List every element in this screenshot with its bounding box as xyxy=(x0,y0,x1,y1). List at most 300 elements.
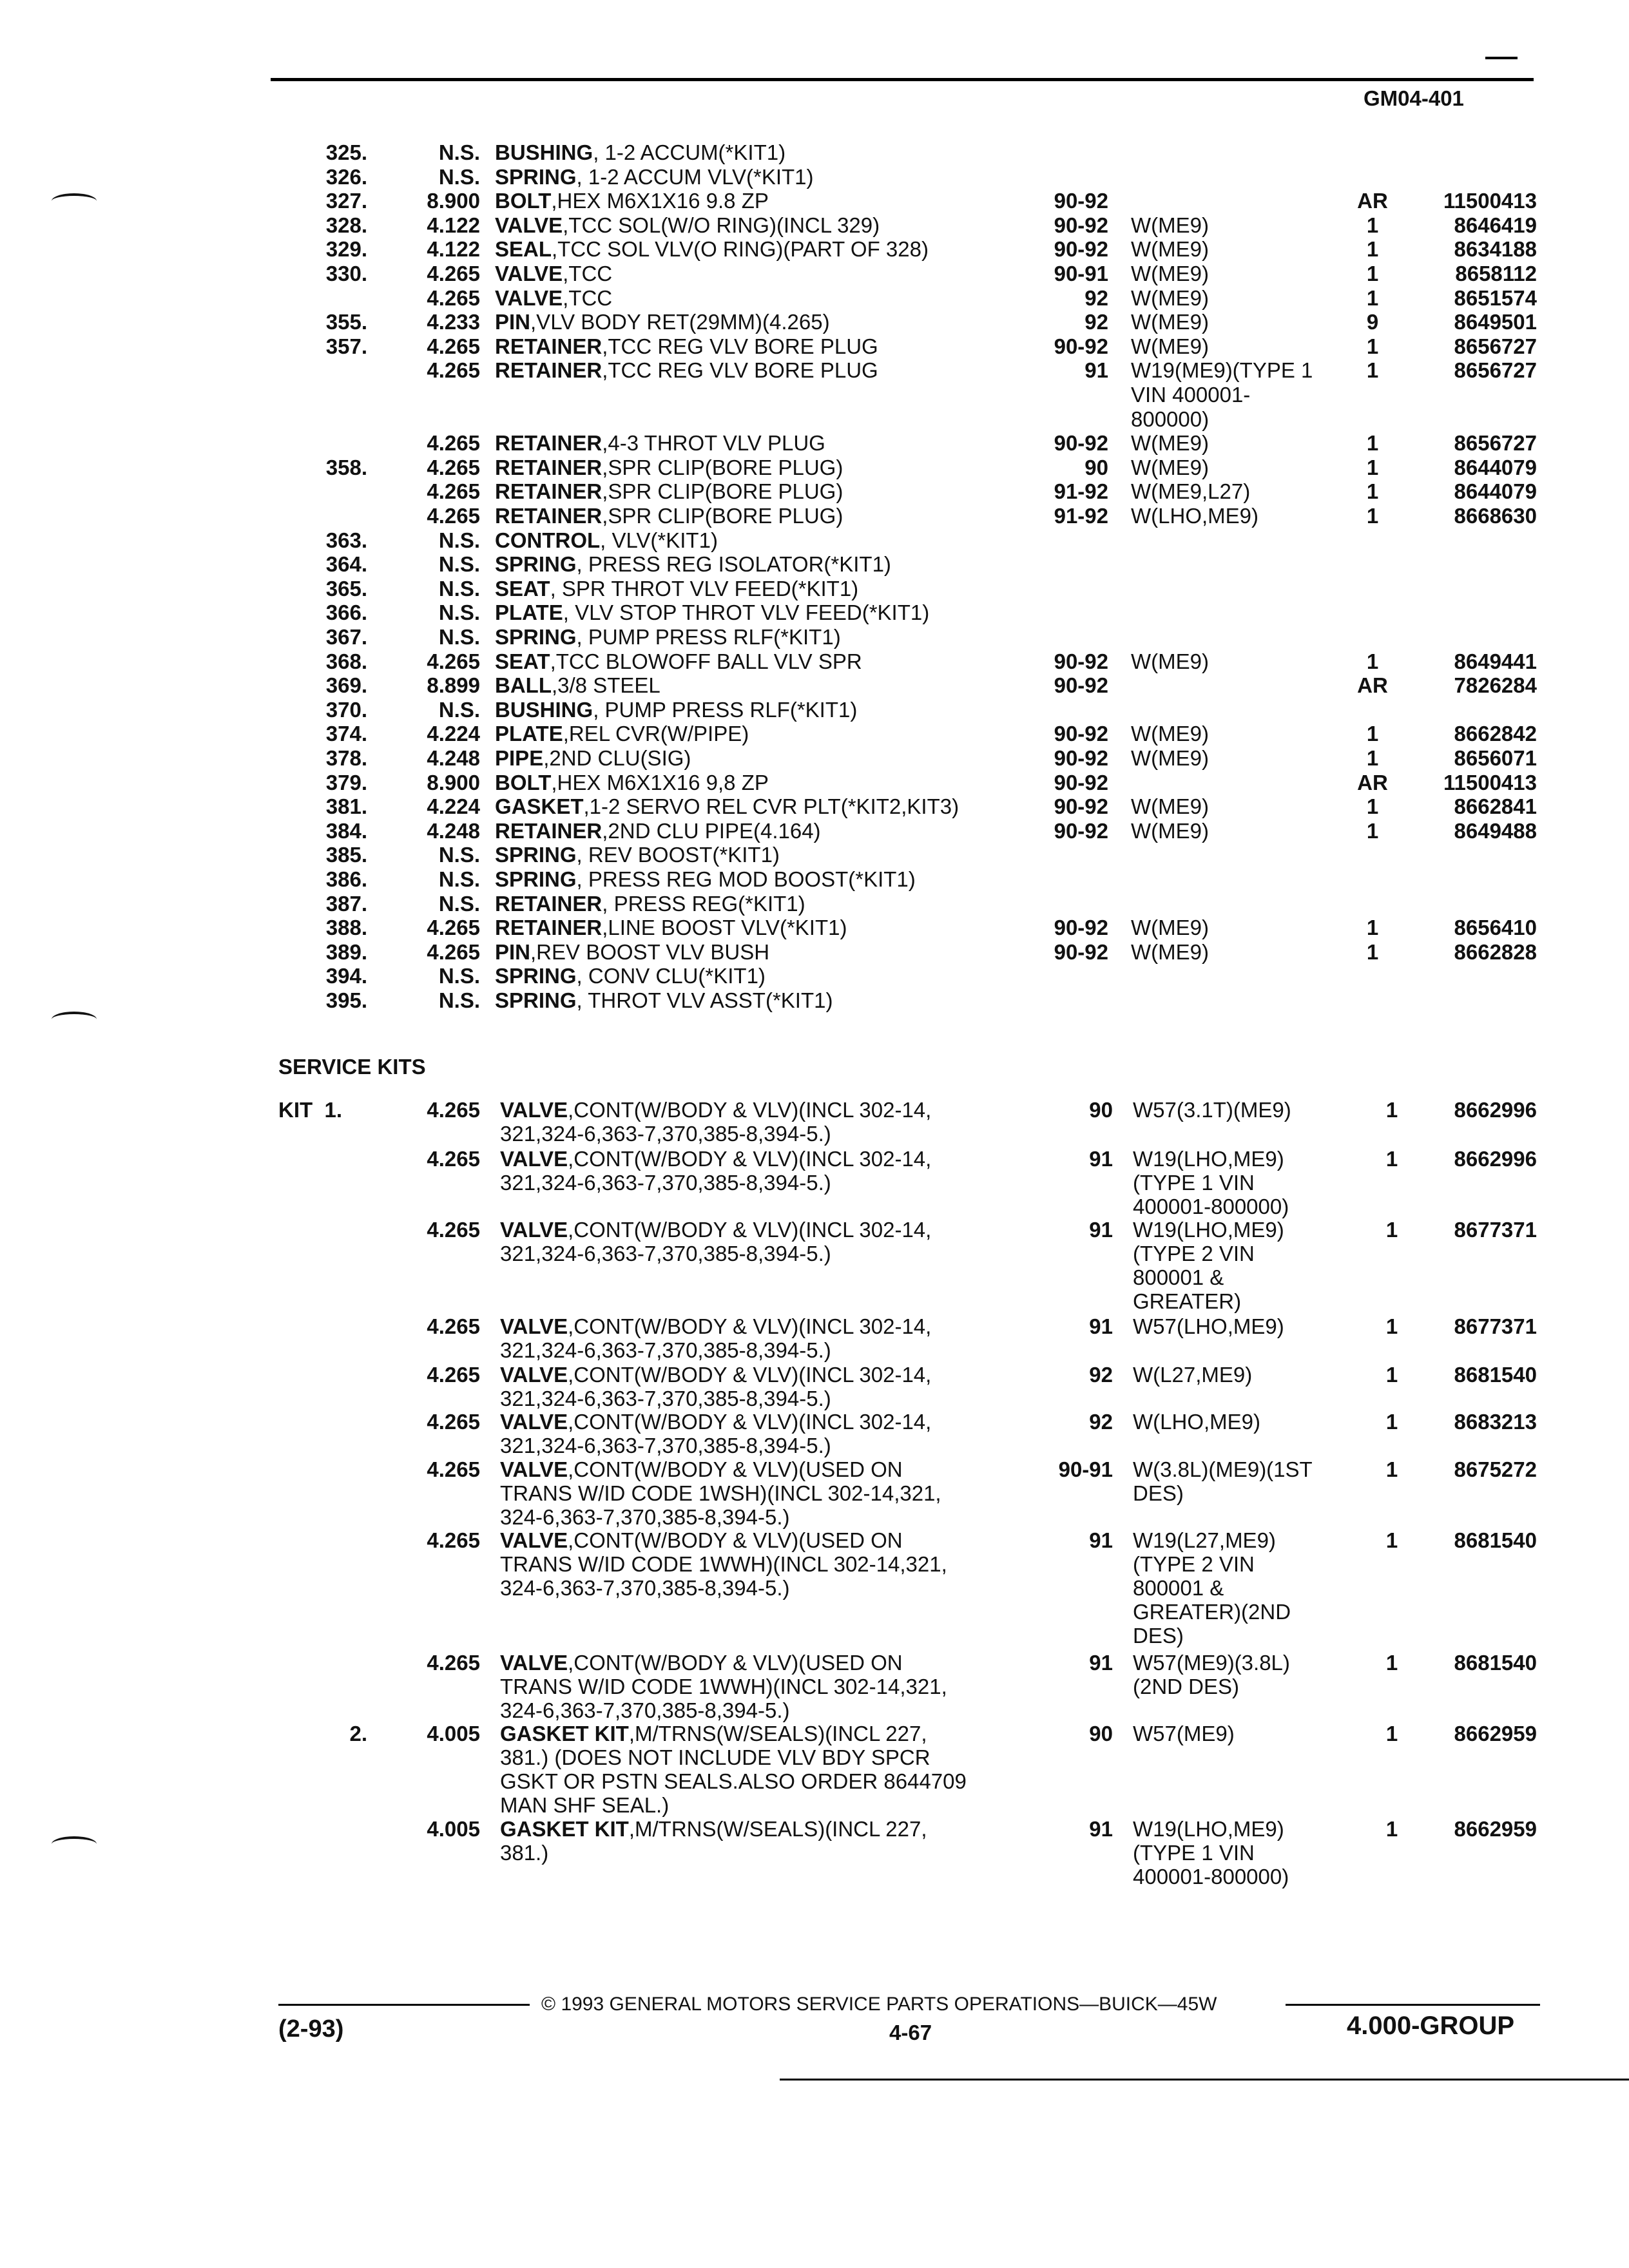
part-description xyxy=(495,262,1030,286)
margin-mark xyxy=(52,1012,97,1027)
item-number: 327. xyxy=(325,189,367,213)
item-number: 368. xyxy=(325,649,367,673)
usage-code: W(ME9) xyxy=(1131,237,1209,262)
part-detail: ,2ND CLU PIPE(4.164) xyxy=(602,818,821,843)
quantity: 1 xyxy=(1366,649,1379,673)
page-number: 4-67 xyxy=(889,2021,932,2044)
part-detail: ,TCC BLOWOFF BALL VLV SPR xyxy=(550,649,862,673)
description-text: GSKT OR PSTN SEALS.ALSO ORDER 8644709 xyxy=(500,1769,967,1793)
part-name: SPRING xyxy=(495,843,577,867)
description-text: ,CONT(W/BODY & VLV)(INCL 302-14, xyxy=(568,1410,932,1434)
footer-rule-left xyxy=(278,2004,530,2006)
part-description xyxy=(495,916,1030,940)
kit-name: VALVE xyxy=(500,1147,568,1171)
usage-code: W(ME9) xyxy=(1131,746,1209,770)
usage-code xyxy=(1133,1410,1345,1434)
item-number: 379. xyxy=(325,770,367,794)
item-number: 386. xyxy=(325,867,367,891)
part-number: 8681540 xyxy=(1454,1528,1537,1552)
usage-code xyxy=(1133,1218,1345,1313)
description-text: ,CONT(W/BODY & VLV)(INCL 302-14, xyxy=(568,1218,932,1242)
usage-code: W(ME9) xyxy=(1131,455,1209,479)
kit-name: VALVE xyxy=(500,1098,568,1122)
group-number: 4.265 xyxy=(427,334,480,358)
usage-line: W(LHO,ME9) xyxy=(1133,1410,1260,1434)
kit-label xyxy=(278,1098,381,1122)
group-number: 8.899 xyxy=(427,673,480,698)
kit-description xyxy=(500,1314,1028,1362)
group-number: 4.265 xyxy=(427,1410,480,1434)
usage-line: (TYPE 1 VIN xyxy=(1133,1841,1255,1865)
item-number: 384. xyxy=(325,818,367,843)
part-number: 8651574 xyxy=(1454,285,1537,310)
model-years: 91 xyxy=(1089,1218,1113,1242)
part-name: SPRING xyxy=(495,164,577,189)
part-name: RETAINER xyxy=(495,891,602,916)
usage-line: GREATER) xyxy=(1133,1289,1242,1313)
description-line xyxy=(500,1722,1028,1745)
usage-code xyxy=(1133,1817,1345,1888)
quantity: 1 xyxy=(1366,746,1379,770)
usage-code: W(ME9) xyxy=(1131,285,1209,310)
part-number: 8681540 xyxy=(1454,1651,1537,1675)
part-number: 8662959 xyxy=(1454,1817,1537,1841)
part-description xyxy=(495,819,1030,843)
part-detail: , PRESS REG(*KIT1) xyxy=(602,891,805,916)
usage-line: W(L27,ME9) xyxy=(1133,1363,1253,1387)
part-description xyxy=(495,189,1030,213)
quantity: 1 xyxy=(1366,213,1379,237)
model-years: 91 xyxy=(1089,1651,1113,1675)
quantity: 1 xyxy=(1366,794,1379,819)
quantity: 1 xyxy=(1366,479,1379,504)
model-years: 92 xyxy=(1084,310,1108,334)
group-number: 4.233 xyxy=(427,310,480,334)
part-number: 8683213 xyxy=(1454,1410,1537,1434)
item-number: 328. xyxy=(325,213,367,237)
group-number: 4.224 xyxy=(427,794,480,819)
description-text: 321,324-6,363-7,370,385-8,394-5.) xyxy=(500,1434,831,1457)
usage-line: W19(LHO,ME9) xyxy=(1133,1817,1284,1841)
quantity: 1 xyxy=(1366,818,1379,843)
usage-code xyxy=(1133,1314,1345,1338)
group-number: 4.265 xyxy=(427,455,480,479)
group-number: N.S. xyxy=(438,576,480,601)
description-line xyxy=(500,1576,1028,1600)
part-detail: , PRESS REG MOD BOOST(*KIT1) xyxy=(576,867,916,891)
group-number: N.S. xyxy=(438,964,480,988)
usage-line: 800001 & xyxy=(1133,1576,1224,1600)
part-name: RETAINER xyxy=(495,818,602,843)
part-description xyxy=(495,843,1030,867)
group-number: 4.265 xyxy=(427,1528,480,1552)
usage-code: W(ME9) xyxy=(1131,431,1209,456)
usage-line: 400001-800000) xyxy=(1133,1195,1289,1218)
usage-code: W(ME9) xyxy=(1131,649,1209,673)
group-number: 8.900 xyxy=(427,189,480,213)
description-text: ,CONT(W/BODY & VLV)(INCL 302-14, xyxy=(568,1098,932,1122)
description-text: ,M/TRNS(W/SEALS)(INCL 227, xyxy=(628,1722,927,1745)
part-detail: , REV BOOST(*KIT1) xyxy=(576,843,780,867)
part-number: 8668630 xyxy=(1454,504,1537,528)
part-name: RETAINER xyxy=(495,916,602,940)
description-line xyxy=(500,1363,1028,1387)
kit-description xyxy=(500,1457,1028,1529)
part-name: CONTROL xyxy=(495,528,601,552)
part-description xyxy=(495,601,1030,625)
model-years: 90-92 xyxy=(1054,649,1108,673)
item-number: 394. xyxy=(325,964,367,988)
usage-line: W19(L27,ME9) xyxy=(1133,1528,1276,1552)
part-detail: ,3/8 STEEL xyxy=(551,673,660,698)
group-number: 4.265 xyxy=(427,262,480,285)
model-years: 92 xyxy=(1089,1363,1113,1387)
item-number: 366. xyxy=(325,601,367,625)
quantity: 1 xyxy=(1385,1098,1398,1122)
part-detail: ,TCC xyxy=(563,285,613,310)
quantity: 1 xyxy=(1366,431,1379,456)
part-name: BALL xyxy=(495,673,552,698)
part-number: 11500413 xyxy=(1443,770,1537,794)
part-detail: ,TCC SOL VLV(O RING)(PART OF 328) xyxy=(552,237,929,262)
quantity: 1 xyxy=(1385,1457,1398,1481)
part-description xyxy=(495,479,1030,504)
usage-code: W(ME9) xyxy=(1131,916,1209,940)
description-line xyxy=(500,1122,1028,1146)
description-line xyxy=(500,1552,1028,1576)
margin-mark xyxy=(52,1836,97,1852)
group-number: N.S. xyxy=(438,601,480,625)
quantity: 1 xyxy=(1385,1528,1398,1552)
item-number: 374. xyxy=(325,722,367,746)
usage-code: W(ME9) xyxy=(1131,310,1209,334)
part-number: 11500413 xyxy=(1443,189,1537,213)
part-name: BOLT xyxy=(495,770,552,794)
part-detail: , SPR THROT VLV FEED(*KIT1) xyxy=(550,576,859,601)
quantity: 1 xyxy=(1385,1147,1398,1171)
description-line xyxy=(500,1171,1028,1195)
model-years: 90 xyxy=(1089,1098,1113,1122)
part-number: 8677371 xyxy=(1454,1218,1537,1242)
group-number: 4.265 xyxy=(427,431,480,456)
kit-name: VALVE xyxy=(500,1457,568,1481)
description-line xyxy=(500,1675,1028,1698)
part-description xyxy=(495,577,1030,601)
description-text: ,CONT(W/BODY & VLV)(USED ON xyxy=(568,1651,903,1675)
part-detail: ,HEX M6X1X16 9,8 ZP xyxy=(551,770,769,794)
model-years: 90-92 xyxy=(1054,213,1108,237)
model-years: 90-92 xyxy=(1054,431,1108,456)
group-number: N.S. xyxy=(438,867,480,891)
usage-line: (2ND DES) xyxy=(1133,1675,1240,1698)
item-number: 387. xyxy=(325,891,367,916)
item-number: 388. xyxy=(325,916,367,940)
part-description xyxy=(495,771,1030,795)
group-number: 4.122 xyxy=(427,237,480,262)
description-line xyxy=(500,1387,1028,1410)
kit-description xyxy=(500,1651,1028,1722)
usage-code xyxy=(1133,1457,1345,1505)
group-number: 4.005 xyxy=(427,1817,480,1841)
item-number: 329. xyxy=(325,237,367,262)
part-detail: ,VLV BODY RET(29MM)(4.265) xyxy=(530,310,830,334)
footer-group: 4.000-GROUP xyxy=(1347,2012,1515,2040)
quantity: AR xyxy=(1357,189,1388,213)
usage-line: (TYPE 2 VIN xyxy=(1133,1242,1255,1265)
quantity: 9 xyxy=(1366,310,1379,334)
part-detail: ,TCC xyxy=(563,262,613,285)
quantity: 1 xyxy=(1366,358,1379,383)
kit-word: KIT xyxy=(278,1098,313,1122)
group-number: 4.265 xyxy=(427,1218,480,1242)
part-number: 8675272 xyxy=(1454,1457,1537,1481)
group-number: 4.265 xyxy=(427,1363,480,1387)
part-detail: , VLV STOP THROT VLV FEED(*KIT1) xyxy=(563,601,930,625)
kit-name: VALVE xyxy=(500,1314,568,1338)
model-years: 91 xyxy=(1089,1817,1113,1841)
part-detail: ,2ND CLU(SIG) xyxy=(543,746,691,770)
group-number: 4.265 xyxy=(427,285,480,310)
model-years: 90-92 xyxy=(1054,722,1108,746)
description-text: 324-6,363-7,370,385-8,394-5.) xyxy=(500,1698,790,1722)
quantity: 1 xyxy=(1385,1314,1398,1338)
usage-code xyxy=(1133,1722,1345,1745)
quantity: 1 xyxy=(1366,285,1379,310)
part-description xyxy=(495,165,1030,189)
group-number: 4.248 xyxy=(427,746,480,770)
kit-1-number: 1. xyxy=(324,1098,343,1122)
group-number: 4.224 xyxy=(427,722,480,746)
part-name: SPRING xyxy=(495,964,577,988)
description-text: TRANS W/ID CODE 1WWH)(INCL 302-14,321, xyxy=(500,1675,947,1698)
part-detail: ,TCC REG VLV BORE PLUG xyxy=(602,334,878,358)
margin-mark xyxy=(52,193,97,209)
part-description xyxy=(495,746,1030,771)
part-name: RETAINER xyxy=(495,334,602,358)
model-years: 91-92 xyxy=(1054,479,1108,504)
description-text: 321,324-6,363-7,370,385-8,394-5.) xyxy=(500,1242,831,1265)
usage-line: (TYPE 2 VIN xyxy=(1133,1552,1255,1576)
part-name: BUSHING xyxy=(495,697,593,722)
part-name: SPRING xyxy=(495,988,577,1012)
description-text: TRANS W/ID CODE 1WWH)(INCL 302-14,321, xyxy=(500,1552,947,1576)
part-number: 8649488 xyxy=(1454,818,1537,843)
usage-code: W(ME9) xyxy=(1131,794,1209,819)
description-text: ,M/TRNS(W/SEALS)(INCL 227, xyxy=(628,1817,927,1841)
part-name: VALVE xyxy=(495,262,563,285)
description-text: ,CONT(W/BODY & VLV)(INCL 302-14, xyxy=(568,1314,932,1338)
part-name: PIN xyxy=(495,939,531,964)
group-number: N.S. xyxy=(438,164,480,189)
description-text: 324-6,363-7,370,385-8,394-5.) xyxy=(500,1505,790,1529)
item-number: 330. xyxy=(325,262,367,285)
part-description xyxy=(495,310,1030,334)
part-description xyxy=(495,673,1030,698)
kit-name: VALVE xyxy=(500,1218,568,1242)
part-description xyxy=(495,237,1030,262)
model-years: 91 xyxy=(1089,1147,1113,1171)
usage-code: W(ME9) xyxy=(1131,213,1209,237)
description-text: 321,324-6,363-7,370,385-8,394-5.) xyxy=(500,1387,831,1410)
description-text: ,CONT(W/BODY & VLV)(USED ON xyxy=(568,1528,903,1552)
usage-line: DES) xyxy=(1133,1481,1184,1505)
part-description xyxy=(495,334,1030,359)
part-description xyxy=(495,358,1030,383)
part-detail: , PUMP PRESS RLF(*KIT1) xyxy=(593,697,858,722)
usage-line: W19(LHO,ME9) xyxy=(1133,1218,1284,1242)
group-number: 4.248 xyxy=(427,818,480,843)
kit-description xyxy=(500,1528,1028,1600)
item-number: 389. xyxy=(325,939,367,964)
item-number: 381. xyxy=(325,794,367,819)
header-rule xyxy=(271,78,1534,81)
part-name: PIPE xyxy=(495,746,544,770)
part-detail: ,TCC SOL(W/O RING)(INCL 329) xyxy=(563,213,880,237)
quantity: 1 xyxy=(1366,455,1379,479)
description-text: 324-6,363-7,370,385-8,394-5.) xyxy=(500,1576,790,1600)
part-name: RETAINER xyxy=(495,479,602,504)
model-years: 90-92 xyxy=(1054,746,1108,770)
kit-description xyxy=(500,1817,1028,1865)
part-name: PLATE xyxy=(495,722,563,746)
part-description xyxy=(495,552,1030,577)
group-number: N.S. xyxy=(438,552,480,577)
model-years: 90-92 xyxy=(1054,770,1108,794)
group-number: 4.265 xyxy=(427,1457,480,1481)
description-line xyxy=(500,1218,1028,1242)
group-number: N.S. xyxy=(438,843,480,867)
usage-code: W19(ME9)(TYPE 1 xyxy=(1131,358,1313,383)
kit-name: VALVE xyxy=(500,1528,568,1552)
usage-code: W(ME9,L27) xyxy=(1131,479,1251,504)
part-description xyxy=(495,794,1030,819)
model-years: 91-92 xyxy=(1054,504,1108,528)
model-years: 90-92 xyxy=(1054,189,1108,213)
quantity: AR xyxy=(1357,770,1388,794)
quantity: 1 xyxy=(1366,722,1379,746)
group-number: 4.265 xyxy=(427,479,480,504)
kit-name: VALVE xyxy=(500,1363,568,1387)
part-number: 8677371 xyxy=(1454,1314,1537,1338)
model-years: 90-92 xyxy=(1054,794,1108,819)
part-number: 8656071 xyxy=(1454,746,1537,770)
item-number: 378. xyxy=(325,746,367,770)
model-years: 92 xyxy=(1084,285,1108,310)
part-name: BUSHING xyxy=(495,140,593,164)
item-number: 358. xyxy=(325,455,367,479)
part-number: 7826284 xyxy=(1454,673,1537,698)
part-name: PLATE xyxy=(495,601,563,625)
usage-line: GREATER)(2ND xyxy=(1133,1600,1291,1624)
part-name: RETAINER xyxy=(495,455,602,479)
quantity: 1 xyxy=(1366,504,1379,528)
usage-line: W57(LHO,ME9) xyxy=(1133,1314,1284,1338)
usage-line: DES) xyxy=(1133,1624,1184,1648)
part-number: 8662842 xyxy=(1454,722,1537,746)
usage-line: 800001 & xyxy=(1133,1265,1224,1289)
model-years: 90-92 xyxy=(1054,916,1108,940)
part-detail: ,SPR CLIP(BORE PLUG) xyxy=(602,479,843,504)
group-number: 4.265 xyxy=(427,358,480,383)
item-number: 365. xyxy=(325,576,367,601)
description-text: ,CONT(W/BODY & VLV)(INCL 302-14, xyxy=(568,1363,932,1387)
group-number: 4.265 xyxy=(427,916,480,940)
usage-line: W57(ME9)(3.8L) xyxy=(1133,1651,1290,1675)
part-name: RETAINER xyxy=(495,504,602,528)
part-number: 8656727 xyxy=(1454,431,1537,456)
group-number: 4.265 xyxy=(427,1314,480,1338)
description-line xyxy=(500,1481,1028,1505)
description-line xyxy=(500,1817,1028,1841)
part-number: 8662996 xyxy=(1454,1098,1537,1122)
part-detail: , 1-2 ACCUM(*KIT1) xyxy=(593,140,786,164)
part-detail: ,1-2 SERVO REL CVR PLT(*KIT2,KIT3) xyxy=(583,794,959,819)
part-name: BOLT xyxy=(495,189,552,213)
usage-code xyxy=(1133,1147,1345,1218)
footer-rule-bottom xyxy=(780,2079,1629,2081)
part-number: 8649441 xyxy=(1454,649,1537,673)
description-text: ,CONT(W/BODY & VLV)(INCL 302-14, xyxy=(568,1147,932,1171)
group-number: N.S. xyxy=(438,697,480,722)
part-number: 8681540 xyxy=(1454,1363,1537,1387)
part-description xyxy=(495,286,1030,311)
group-number: 4.265 xyxy=(427,1651,480,1675)
description-text: TRANS W/ID CODE 1WSH)(INCL 302-14,321, xyxy=(500,1481,941,1505)
usage-code xyxy=(1133,1528,1345,1648)
part-name: RETAINER xyxy=(495,431,602,456)
service-kits-heading: SERVICE KITS xyxy=(278,1055,426,1079)
part-detail: , PRESS REG ISOLATOR(*KIT1) xyxy=(576,552,891,577)
usage-code: VIN 400001- xyxy=(1131,383,1251,407)
group-number: 4.265 xyxy=(427,1098,480,1122)
description-line xyxy=(500,1745,1028,1769)
usage-line: W(3.8L)(ME9)(1ST xyxy=(1133,1457,1313,1481)
usage-code: W(LHO,ME9) xyxy=(1131,504,1258,528)
description-text: MAN SHF SEAL.) xyxy=(500,1793,670,1817)
part-description xyxy=(495,940,1030,965)
item-number: 355. xyxy=(325,310,367,334)
model-years: 90-92 xyxy=(1054,818,1108,843)
part-name: SPRING xyxy=(495,625,577,649)
kit-name: GASKET KIT xyxy=(500,1722,629,1745)
description-line xyxy=(500,1457,1028,1481)
part-description xyxy=(495,625,1030,649)
kit-name: VALVE xyxy=(500,1651,568,1675)
part-name: PIN xyxy=(495,310,531,334)
kit-description xyxy=(500,1410,1028,1457)
quantity: 1 xyxy=(1385,1410,1398,1434)
item-number: 370. xyxy=(325,697,367,722)
description-line xyxy=(500,1098,1028,1122)
part-description xyxy=(495,456,1030,480)
description-line xyxy=(500,1410,1028,1434)
part-name: SEAT xyxy=(495,649,550,673)
item-number: 364. xyxy=(325,552,367,577)
model-years: 92 xyxy=(1089,1410,1113,1434)
usage-code xyxy=(1133,1098,1345,1122)
item-number: 363. xyxy=(325,528,367,552)
footer-rule-right xyxy=(1286,2004,1540,2006)
part-number: 8658112 xyxy=(1455,262,1537,285)
group-number: 4.005 xyxy=(427,1722,480,1745)
part-name: SEAL xyxy=(495,237,552,262)
usage-line: 400001-800000) xyxy=(1133,1865,1289,1888)
group-number: N.S. xyxy=(438,891,480,916)
part-name: GASKET xyxy=(495,794,584,819)
quantity: 1 xyxy=(1366,939,1379,964)
item-number: 369. xyxy=(325,673,367,698)
part-detail: ,REL CVR(W/PIPE) xyxy=(563,722,749,746)
